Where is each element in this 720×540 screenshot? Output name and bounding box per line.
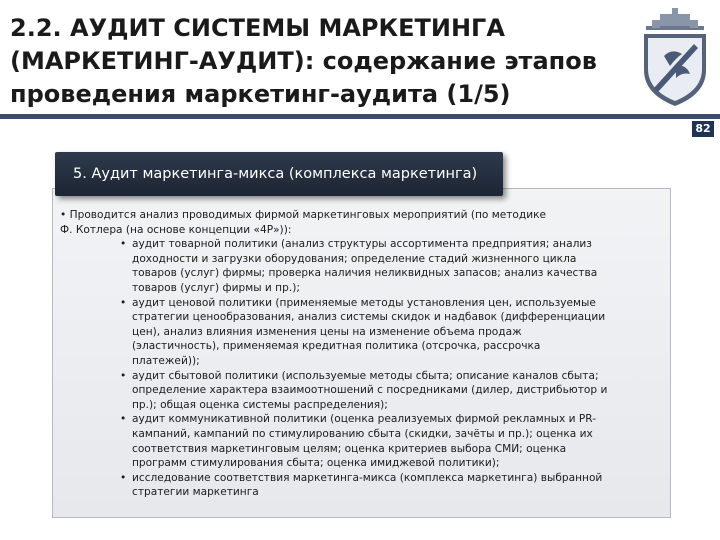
- slide-title-line-3: проведения маркетинг-аудита (1/5): [10, 80, 511, 108]
- list-item: • аудит ценовой политики (применяемые методы установления цен, используемые стратегии ценообразования, анализ системы скидок и надбавок (дифференциации цен), анализ влияния изменения цены на изменение объема продаж (эластичность), применяемая кредитная политика (отсрочка, рассрочка платежей));: [120, 296, 606, 367]
- intro-line-1: • Проводится анализ проводимых фирмой маркетинговых мероприятий (по методике: [60, 209, 547, 221]
- bullet-list: [60, 237, 656, 500]
- bullet-icon: •: [120, 471, 127, 484]
- section-header: 5. Аудит маркетинга-микса (комплекса маркетинга): [55, 152, 503, 196]
- page-number-badge: 82: [692, 121, 714, 137]
- intro-line-2: Ф. Котлера (на основе концепции «4Р»)):: [60, 223, 292, 236]
- list-item: • исследование соответствия маркетинга-микса (комплекса маркетинга) выбранной стратегии маркетинга: [120, 471, 603, 499]
- bullet-icon: •: [120, 413, 127, 426]
- bullet-icon: •: [120, 369, 127, 382]
- list-item: • аудит коммуникативной политики (оценка реализуемых фирмой рекламных и PR- кампаний, кампаний по стимулированию сбыта (скидки, зачёты и пр.); оценка их соответствия маркетинговым целям; оценка критериев выбора СМИ; оценка программ стимулирования сбыта; оценка имиджевой политики);: [120, 413, 597, 470]
- slide-title-line-1: 2.2. АУДИТ СИСТЕМЫ МАРКЕТИНГА: [10, 14, 505, 42]
- section-body: [60, 208, 656, 500]
- list-item: • аудит товарной политики (анализ структуры ассортимента предприятия; анализ доходности и загрузки оборудования; определение стадий жизненного цикла товаров (услуг) фирмы; проверка наличия неликвидных запасов; анализ качества товаров (услуг) фирмы и пр.);: [120, 238, 598, 294]
- bullet-icon: •: [120, 296, 127, 309]
- title-divider: [0, 114, 720, 119]
- slide-title-line-2: (МАРКЕТИНГ-АУДИТ): содержание этапов: [10, 47, 597, 75]
- bullet-icon: •: [120, 238, 127, 251]
- slide-title: [10, 12, 630, 111]
- list-item: • аудит сбытовой политики (используемые методы сбыта; описание каналов сбыта; определение характера взаимоотношений с посредниками (дилер, дистрибьютор и пр.); общая оценка системы распределения);: [120, 369, 608, 411]
- university-emblem-shield-icon: [636, 8, 714, 108]
